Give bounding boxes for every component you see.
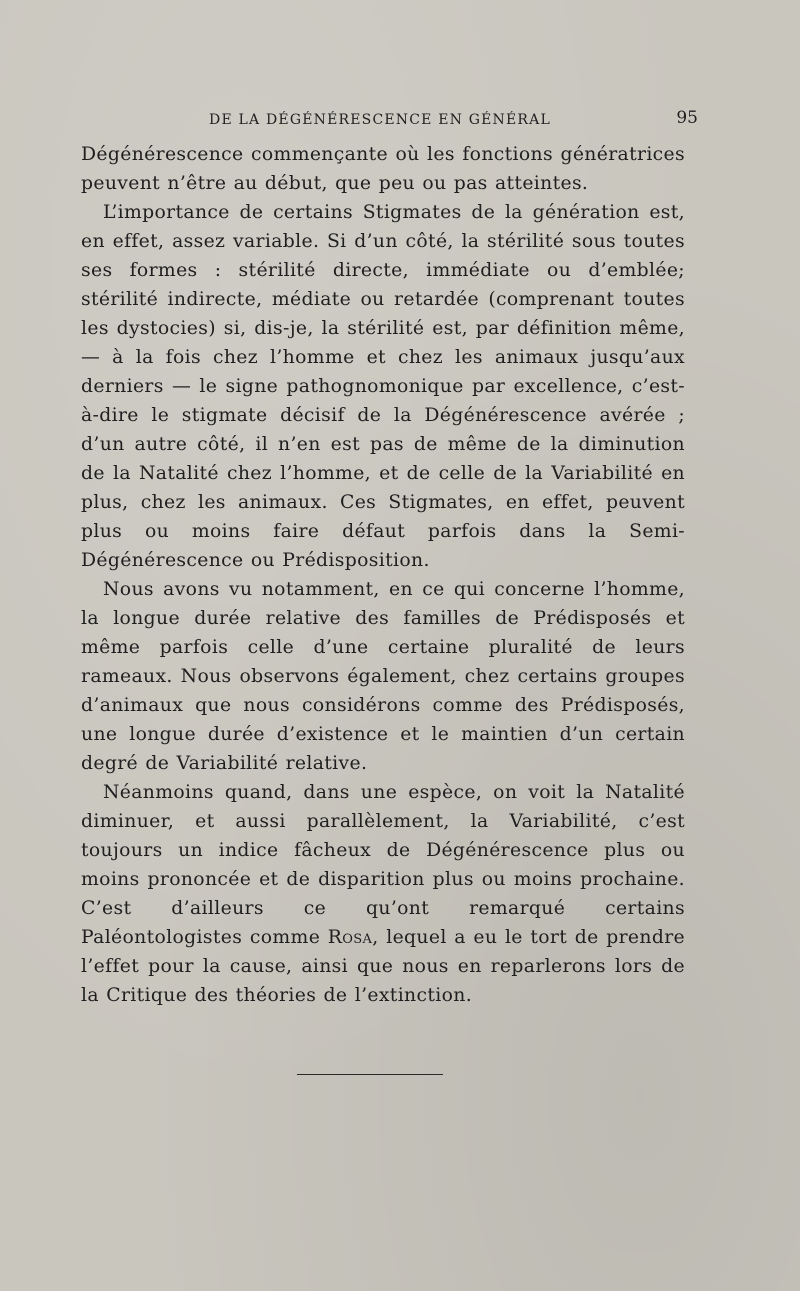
paragraph-continuation: Dégénérescence commençante où les fonctions génératrices peuvent n’être au début, que peu ou pas atteintes. <box>81 144 685 194</box>
paragraph-natalite <box>81 778 685 1010</box>
running-head <box>80 108 698 134</box>
paragraph-natalite-text-end: , lequel a eu le tort de prendre l’effet pour la cause, ainsi que nous en reparlerons lors de la Critique des théories de l’extinction. <box>81 927 685 1006</box>
paragraph-stigmates: L’importance de certains Stigmates de la génération est, en effet, assez variable. Si d’un côté, la stérilité sous toutes ses formes : stérilité directe, immédiate ou d’emblée; stérilité indirecte, médiate ou retardée (comprenant toutes les dystocies) si, dis-je, la stérilité est, par définition même, — à la fois chez l’homme et chez les animaux jusqu’aux derniers — le signe pathognomonique par excellence, c’est-à-dire le stigmate décisif de la Dégénérescence avérée ; d’un autre côté, il n’en est pas de même de la diminution de la Natalité chez l’homme, et de celle de la Variabilité en plus, chez les animaux. Ces Stigmates, en effet, peuvent plus ou moins faire défaut parfois dans la Semi-Dégénérescence ou Prédisposition. <box>81 202 685 571</box>
running-title: DE LA DÉGÉNÉRESCENCE EN GÉNÉRAL <box>209 112 551 128</box>
page-number: 95 <box>676 108 698 128</box>
author-name-rosa: Rosa <box>327 927 373 948</box>
section-end-rule <box>297 1074 443 1075</box>
body-text <box>81 140 685 1010</box>
paragraph-predisposes: Nous avons vu notamment, en ce qui concerne l’homme, la longue durée relative des familles de Prédisposés et même parfois celle d’une certaine pluralité de leurs rameaux. Nous observons également, chez certains groupes d’animaux que nous considérons comme des Prédisposés, une longue durée d’existence et le maintien d’un certain degré de Variabilité relative. <box>81 579 685 774</box>
paragraph-natalite-text-start: Néanmoins quand, dans une espèce, on voit la Natalité diminuer, et aussi parallèlement, la Variabilité, c’est toujours un indice fâcheux de Dégénérescence plus ou moins prononcée et de disparition plus ou moins prochaine. C’est d’ailleurs ce qu’ont remarqué certains Paléontologistes comme <box>81 782 685 948</box>
